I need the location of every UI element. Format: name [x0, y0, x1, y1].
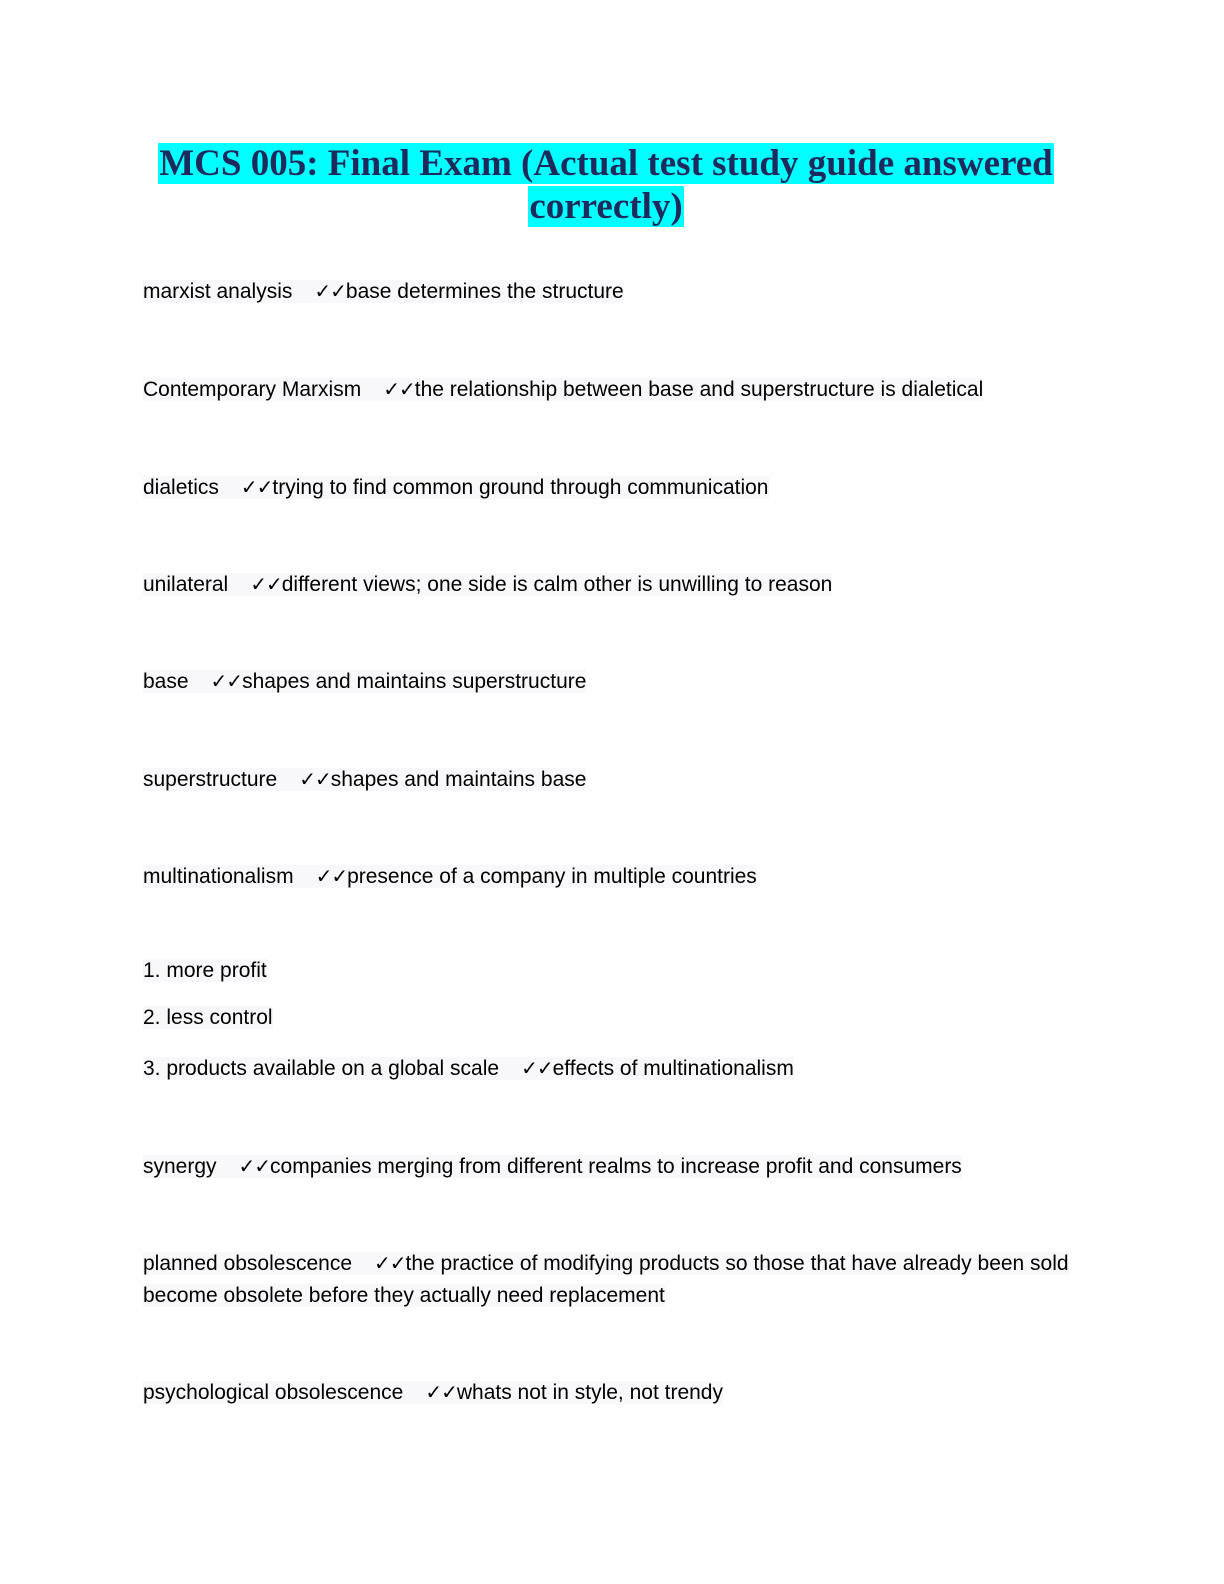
page-title-text: MCS 005: Final Exam (Actual test study guide answered correctly): [159, 143, 1053, 227]
entry-definition: shapes and maintains base: [330, 768, 587, 791]
study-entry: [143, 568, 832, 601]
study-entry: [143, 1376, 723, 1409]
check-icon: ✓✓: [315, 864, 348, 888]
study-entry: [143, 1247, 1069, 1312]
check-icon: ✓✓: [314, 279, 346, 303]
check-icon: ✓✓: [383, 377, 415, 401]
entry-term: 3. products available on a global scale: [143, 1057, 500, 1080]
entry-term: multinationalism: [143, 865, 294, 888]
entry-list-line: 2. less control: [143, 1006, 273, 1029]
entry-term: synergy: [143, 1155, 217, 1178]
entry-term: superstructure: [143, 768, 278, 791]
check-icon: ✓✓: [250, 572, 282, 596]
check-icon: ✓✓: [240, 475, 273, 499]
entry-definition: different views; one side is calm other is unwilling to reason: [281, 573, 833, 596]
entry-definition: the relationship between base and superstructure is dialetical: [414, 378, 984, 401]
entry-term: psychological obsolescence: [143, 1381, 404, 1404]
entry-term: unilateral: [143, 573, 229, 596]
study-entry: [143, 471, 769, 504]
study-entry: [143, 665, 586, 698]
check-icon: ✓✓: [521, 1056, 553, 1080]
study-entry: [143, 1150, 962, 1183]
page-title: [143, 142, 1069, 228]
entry-definition: base determines the structure: [345, 280, 624, 303]
check-icon: ✓✓: [425, 1380, 457, 1404]
entry-term: Contemporary Marxism: [143, 378, 362, 401]
entry-term: base: [143, 670, 189, 693]
entry-definition: shapes and maintains superstructure: [242, 670, 587, 693]
entry-definition: effects of multinationalism: [552, 1057, 794, 1080]
entry-term: marxist analysis: [143, 280, 293, 303]
entry-term: planned obsolescence: [143, 1252, 352, 1275]
entry-definition: companies merging from different realms to increase profit and consumers: [270, 1155, 962, 1178]
entry-definition: whats not in style, not trendy: [456, 1381, 723, 1404]
study-entry: [143, 763, 586, 796]
study-entry: [143, 373, 983, 406]
check-icon: ✓✓: [374, 1251, 406, 1275]
entry-list-line: 1. more profit: [143, 959, 267, 982]
check-icon: ✓✓: [238, 1154, 271, 1178]
check-icon: ✓✓: [210, 669, 243, 693]
entry-definition: trying to find common ground through communication: [272, 476, 769, 499]
list-item: [143, 1002, 273, 1034]
entry-term: dialetics: [143, 476, 219, 499]
study-entry: [143, 1052, 794, 1085]
list-item: [143, 955, 267, 987]
check-icon: ✓✓: [299, 767, 331, 791]
study-entry: [143, 860, 757, 893]
entry-definition: presence of a company in multiple countries: [347, 865, 757, 888]
entry-definition: the practice of modifying products so those that have already been sold become obsolete before they actually need replacement: [143, 1252, 1069, 1307]
study-entry: [143, 275, 624, 308]
